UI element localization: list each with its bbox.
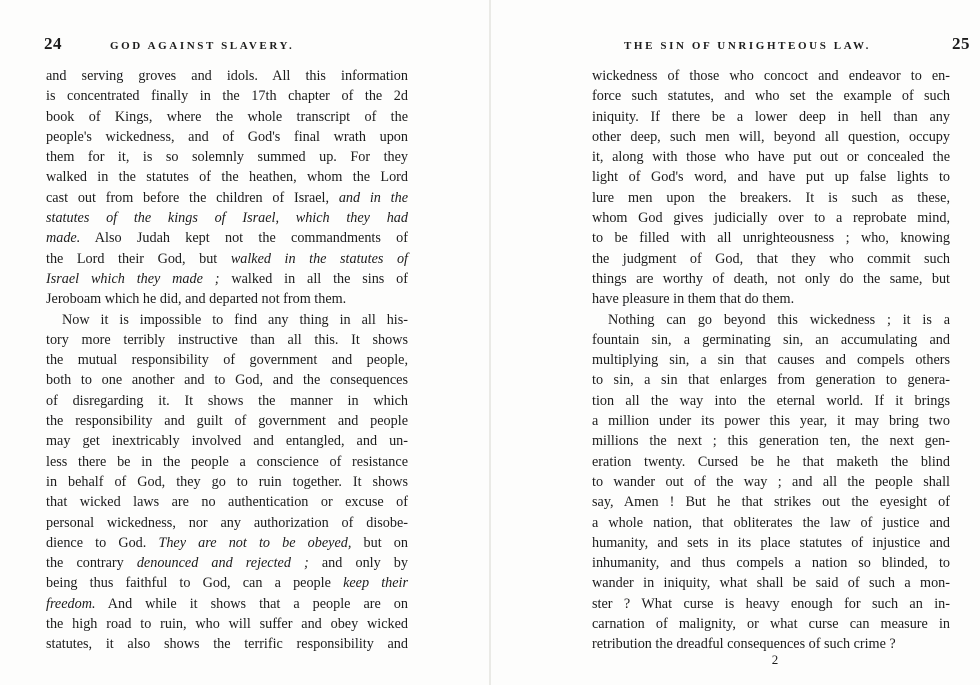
text-segment: Also Judah kept not the commandments of [80, 230, 408, 247]
text-segment: and serving groves and idols. All this information [46, 68, 408, 84]
text-segment: fountain sin, a germinating sin, an accumulating and [592, 331, 950, 348]
italic-text-segment: Israel which they made ; [46, 270, 220, 287]
text-segment: Now it is impossible to find any thing in all his- [62, 311, 408, 328]
right-page-header [624, 34, 970, 58]
text-segment: iniquity. If there be a lower deep in hell than any [592, 108, 950, 125]
text-line [592, 107, 950, 127]
text-line [592, 127, 950, 147]
text-segment: force such statutes, and who set the example of such [592, 88, 950, 105]
text-segment: other deep, such men will, beyond all question, occupy [592, 128, 950, 145]
text-line [592, 249, 950, 269]
italic-text-segment: denounced and rejected ; [136, 555, 309, 572]
text-line [46, 86, 408, 106]
text-segment: the contrary [46, 555, 137, 572]
text-line [46, 411, 408, 431]
text-segment: eration twenty. Cursed be he that maketh the blind [592, 453, 950, 470]
text-segment: the high road to ruin, who will suffer and obey wicked [46, 616, 408, 633]
text-segment: the mutual responsibility of government and people, [46, 352, 408, 369]
text-line [592, 188, 950, 208]
text-line [592, 533, 950, 553]
italic-text-segment: made. [46, 230, 81, 247]
text-line [46, 553, 408, 573]
text-segment: the Lord their God, but [46, 250, 231, 267]
text-segment: wander in iniquity, what shall be said of such a mon- [592, 575, 950, 592]
text-segment: wickedness of those who concoct and endeavor to en- [592, 68, 950, 84]
text-segment: in behalf of God, they go to ruin together. It shows [46, 473, 408, 490]
text-segment: whom God gives judicially over to a reprobate mind, [592, 210, 950, 227]
text-segment: personal wickedness, nor any authorization of disobe- [46, 514, 408, 531]
text-line [46, 513, 408, 533]
text-line [592, 472, 950, 492]
text-line [592, 208, 950, 228]
text-line [592, 330, 950, 350]
text-segment: and only by [308, 555, 408, 572]
left-running-head: GOD AGAINST SLAVERY. [110, 40, 295, 52]
text-line [46, 228, 408, 248]
text-segment: say, Amen ! But he that strikes out the eyesight of [592, 494, 950, 511]
text-line [592, 411, 950, 431]
text-line [46, 147, 408, 167]
text-line [46, 370, 408, 390]
text-segment: people's wickedness, and of God's final wrath upon [46, 128, 408, 145]
text-line [592, 310, 950, 330]
text-segment: tion all the way into the eternal world. If it brings [592, 392, 950, 409]
italic-text-segment: They are not to be obeyed, [158, 534, 352, 551]
text-segment: millions the next ; this generation ten, the next gen- [592, 433, 950, 450]
italic-text-segment: and in the [338, 189, 408, 206]
text-segment: dience to God. [46, 534, 159, 551]
text-line [592, 513, 950, 533]
text-line [46, 188, 408, 208]
italic-text-segment: walked in the statutes of [230, 250, 408, 267]
text-segment: Nothing can go beyond this wickedness ; it is a [608, 311, 950, 328]
text-segment: it, along with those who have put out or concealed the [592, 149, 950, 166]
text-line [592, 370, 950, 390]
text-segment: lure men upon the breakers. It is such as these, [592, 189, 950, 206]
text-segment: ster ? What curse is heavy enough for such an in- [592, 595, 950, 612]
text-segment: is concentrated finally in the 17th chapter of the 2d [46, 88, 408, 105]
italic-text-segment: statutes of the kings of Israel, which they had [46, 210, 408, 227]
text-line [592, 391, 950, 411]
text-segment: less there be in the people a conscience of resistance [46, 453, 408, 470]
text-line [46, 310, 408, 330]
text-line [592, 614, 950, 634]
text-segment: carnation of malignity, or what curse can measure in [592, 616, 950, 633]
text-line [592, 167, 950, 187]
text-line [46, 127, 408, 147]
text-segment: a million under its power this year, it may bring two [592, 413, 950, 430]
text-line [46, 472, 408, 492]
right-page-number: 25 [952, 34, 970, 53]
text-line [592, 228, 950, 248]
right-page [490, 0, 980, 685]
text-segment: walked in all the sins of [219, 270, 408, 287]
text-segment: cast out from before the children of Israel, [46, 189, 339, 206]
text-segment: book of Kings, where the whole transcript of the [46, 108, 408, 125]
text-segment: have pleasure in them that do them. [592, 291, 795, 308]
text-line [46, 431, 408, 451]
text-line [46, 107, 408, 127]
text-segment: inhumanity, and thus compels a nation so blinded, to [592, 555, 950, 572]
text-line [592, 66, 950, 86]
text-line [46, 492, 408, 512]
text-line [592, 452, 950, 472]
text-line [592, 350, 950, 370]
text-segment: a whole nation, that obliterates the law of justice and [592, 514, 950, 531]
text-line [592, 553, 950, 573]
italic-text-segment: freedom. [46, 595, 96, 612]
text-segment: of disregarding it. It shows the manner in which [46, 392, 408, 409]
text-line [592, 269, 950, 289]
text-line [46, 208, 408, 228]
text-segment: Jeroboam which he did, and departed not from them. [46, 291, 347, 308]
text-segment: tory more terribly instructive than all this. It shows [46, 331, 408, 348]
text-line [592, 86, 950, 106]
text-segment: that wicked laws are no authentication or excuse of [46, 494, 408, 511]
text-segment: the responsibility and guilt of government and people [46, 413, 408, 430]
text-line [592, 289, 950, 309]
signature-mark: 2 [771, 652, 779, 667]
text-line [46, 573, 408, 593]
text-line [46, 167, 408, 187]
text-line [46, 533, 408, 553]
text-line [592, 594, 950, 614]
text-segment: light of God's word, and have put up false lights to [592, 169, 950, 186]
text-line [46, 634, 408, 654]
text-segment: to be filled with all unrighteousness ; who, knowing [592, 230, 950, 247]
left-page-header [44, 34, 404, 58]
text-segment: And while it shows that a people are on [95, 595, 408, 612]
left-page-body-text [46, 66, 408, 655]
right-running-head: THE SIN OF UNRIGHTEOUS LAW. [624, 40, 871, 52]
text-segment: may get inextricably involved and entangled, and un- [46, 433, 408, 450]
text-line [592, 147, 950, 167]
text-segment: multiplying sin, a sin that causes and compels others [592, 352, 950, 369]
right-page-body-text [592, 66, 950, 655]
text-segment: the judgment of God, that they who commit such [592, 250, 950, 267]
text-line [46, 350, 408, 370]
text-line [46, 391, 408, 411]
text-segment: both to one another and to God, and the consequences [46, 372, 408, 389]
text-segment: being thus faithful to God, can a people [46, 575, 344, 592]
text-segment: retribution the dreadful consequences of such crime ? [592, 636, 896, 653]
text-line [46, 289, 408, 309]
italic-text-segment: keep their [343, 575, 409, 592]
text-line [46, 614, 408, 634]
text-line [592, 573, 950, 593]
text-line [592, 492, 950, 512]
text-line [46, 66, 408, 86]
text-line [592, 431, 950, 451]
text-segment: humanity, and sets in its place statutes of injustice and [592, 534, 950, 551]
text-line [46, 330, 408, 350]
text-segment: things are worthy of death, not only do the same, but [592, 270, 950, 287]
text-segment: walked in the statutes of the heathen, whom the Lord [46, 169, 408, 186]
left-page-number: 24 [44, 34, 62, 53]
text-segment: statutes, it also shows the terrific responsibility and [46, 636, 408, 653]
text-line [46, 269, 408, 289]
text-line [46, 594, 408, 614]
text-segment: but on [351, 534, 408, 551]
text-line [46, 452, 408, 472]
text-segment: to wander out of the way ; and all the people shall [592, 473, 950, 490]
text-segment: to sin, a sin that enlarges from generation to genera- [592, 372, 950, 389]
text-line [46, 249, 408, 269]
text-segment: them for it, is so solemnly summed up. For they [46, 149, 408, 166]
